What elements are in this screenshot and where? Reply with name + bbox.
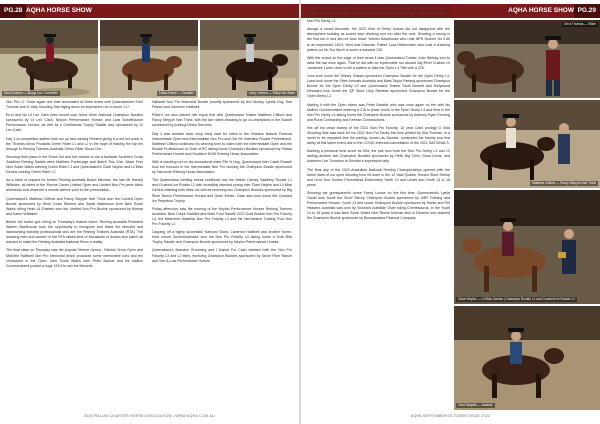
photo-caption-2: Leisa Frame — Zzzaster [159,91,194,95]
paragraph: Halliwell Non Pro Memorial Buckle proudly sponsored by Avil Money, Lynda Guy, Sue Franks and Cameron Halliwell. [152,100,292,110]
paragraph: Queensland's Brandon Grooming and I Dance For Cash claimed both the Non Pro Futurity L3 and L2 titles, receiving Champion Buckles sponsored by Stone River Ranch and Tarr-A-Low Performance Horses. [152,248,292,263]
photo-caption-4: Errol Thomas — Rider [564,22,596,26]
paragraph: Capping off a highly successful National Show, Cameron Halliwell and another home-bred mount Gunnmetalmaze won the Non Pro Futurity L4 taking home a Trulli Bird Trophy Saddle and Champion Buckle sponsored by Neylon Performance Horses. [152,230,292,245]
left-page [0,0,299,424]
paragraph: Non Pro L2 `Once again one rider dominated all three levels with Queenslander Errol Thomas and G Vida Shooting Star laying down an impressive run to score 217. [6,100,143,110]
paragraph: Queensland's Matthew Clifford and Fancy Steppin Hart Think won the Limited Open Buckle sponsored by West Coast Reiners and Sarah Mattenson from New South Wales riding Hesh Lil Einstein won the Limited Non Pro Buckle sponsored by Murray and Karen Whitaker. [6,196,143,216]
right-text-column-1 [307,4,450,224]
photo-caption-7: Todd Simpkin — Awards [458,403,493,407]
right-page [301,0,600,424]
paragraph: As a mark of respect for former Reining Australia Board Member, the late Mr Harvey Wiltshire, all riders in the Xtreme Canes Limited Open and Limited Non Pro wore black armbands and observed a minute silence prior to the presentation. [6,178,143,193]
photo-caption-5: Matthew Clifford — Fancy Steppin Hart Think [532,181,596,185]
paragraph: With the crowd on the edge of their seats it was Queensland Trainer John Welsby turn to raise the bar once again. That he did with an impeccable run aboard Big River Custom Lil Jamboree Lamb Lever to tell a pattern to take the Open L4 Title with a 225. [307,55,450,70]
paragraph: Marking a personal best score for Ella, the pair won both the Non Pro Derby L3 and L2 adding another two Champion Buckles sponsored by Hello Big Chex, Dorsi Lewis, and Adrienne Lee Thomson to Shooter's impressive tally. [307,149,450,164]
paragraph: Friday afternoon saw the running of the Neylon Performance Horses Reining Trainers Australia, Blue Creek Saddles and Mark Ford Saddle 2022 Gold Buckle Non Pro Futurity L4, the Maximum Metallics Non Pro Futurity L3 and the Hermanson Trading Post Non Pro Futurity L2. [152,206,292,226]
left-text-column-2 [152,100,292,267]
left-footer: AUSTRALIAN QUARTER HORSE ASSOCIATION • WWW.AQHA.COM.AU [84,414,215,418]
photo-caption-1: Gina Dobson — Mulga Dun Cartdrifter [4,91,59,95]
left-text-column-1 [6,100,143,272]
paragraph: Friday night's feature event was the Australian Quarter Horse Association Open Derby L4, QP Stunt Libry Reelstar Open Derby L3, Dixon Saddlery Open Derby L2, Western Little Step Non Pro Derby L4, Hello Big Chex Non Pro Derby L3 and the Shaws Packed Reiners Non Pro Derby L2. [307,4,450,24]
left-magazine-title: AQHA HORSE SHOW [26,7,92,14]
photo-rider-portrait-2 [454,100,600,188]
paragraph: John took home the Shiney Outlaw sponsored Champion Buckle for the Open Derby L4, Lana took home the Fibre Animals Australia and Mark Taylor Reining sponsored Champion Buckle for the Open Derby L3 and Queensland Trainer Scott Barnett and Hollywood Meoward took home the QP Stunt Libry Reelstar sponsored Champion Buckle for the Open Derby L2. [307,74,450,99]
left-header-bar [0,4,299,18]
photo-caption-3: Larry Lehnen — Shiny Nic Wave [248,91,295,95]
photo-caption-6: Clare Neylon — Lil Miss Genius | Champion Rookie L1 and Crushed Ice Rookie L2 [458,297,575,301]
paragraph: Peter's run also placed him equal first with Queensland Trainer Matthew Clifford and Fancy Steppin Hart Think, with the two riders deciding to go co-champions in the Buckle sponsored by Ironbog Derby Services. [152,113,292,128]
paragraph: Always a crowd favourite, the 2022 field of Derby horses did not disappoint with the atmosphere building as scores kept climbing one run after the next. Showing a strong in the first run in and did not slow down, Warren Backhouse who rode NPH Gunner No it All to an impressive 218.5. Next was Victorian Trainer Lara Heldermann who rode a cracking pattern on No Too Much to score a massive 220. [307,27,450,52]
photo-rider-presentation [454,190,600,304]
right-footer: AQHA SEPTEMBER/OCTOBER ISSUE 2022 [410,414,491,418]
paragraph: Day 4 was another clear crisp early start for riders in the Outback Natural Formula Intermediate Open and Intermediate Non Pro and Oar Mr Valentine Rookie Professional. Matthew Clifford continued his winning form to claim both the Intermediate Open and the Rookie Professional on Sure of RC taking home Champion Buckles sponsored by Shaws Performance Horses and Southern NSW Reining Horse Association. [152,131,292,156]
photo-rider-portrait-1 [454,20,600,98]
right-magazine-title: AQHA HORSE SHOW [508,7,574,14]
paragraph: With a cracking run on his sensational mare Flirt N Hug, Queensland rider Caleb Russell took the honours in the Intermediate Non Pro winning the Champion Buckle sponsored by Tamworth Reining Horse Association. [152,160,292,175]
paragraph: The Queensland winning streak continued into the Marsh Carney Saddlery Rookie L1 and Crushed Ice Rookie L2 with incredibly talented young rider Clare Neylon and Lil Miss Genius claiming both titles. As well as receiving two Champion Buckles sponsored by Big River Ranch Performance Horses and Gene Wines, Clare also took home the Crushed Ice Perpetual Trophy. [152,178,292,203]
photo-horse-rider-3 [200,20,299,98]
paragraph: The final class on Thursday was the popular Xtreme Genes - Electric Snow Open and Michelle Halliwell Non Pro Memorial which produced some memorable runs and ten champions in the Open. New South Wales rider Peter Barlow and his stallion Gunnmontized posted a huge 226.5 to win the Michelle [6,248,143,268]
photo-rider-awards [454,306,600,410]
paragraph: Hot off his clean sweep of the 2021 Non Pro Futurity, 14 year Cash prodigy G Vida Shooting Star was back for his 2022 Non Pro Derby this time piloted by Gila Thomas. In a never to be repeated feat the pairing, known as Shooter, contended his futurity and first derby at this same event due to the COVID enforced cancellation of the 2021 NATIONALS. [307,125,450,146]
paragraph: The final day of the 2022 Australian National Reining Championships opened with the future stars of our sport showing how it's done in the 12 Vida Quarter Horses Short Stirrup and Hold Your Horses Promotional Embroidery Youth 13 and Under and Youth 14 to 18 years. [307,167,450,187]
paragraph: Showing her grandparent's horse Fancy Louise for the first time, Queensland's Lyelle Gauld took home the Short Stirrup Champion Buckle sponsored by JMR Training and Performance Horses. Youth 13 and under Champion Buckle sponsored by Horse and Pet Headers Australia was won by Victoria's Adelaide Osler riding Cremesaurus. In the Youth 14 to 18 years it was New South Wales rider Reese Keenan and Lil Einstein who claimed the Champion Buckle sponsored by Boonaandara Pastoral Company. [307,191,450,221]
right-page-number: PG.29 [574,4,600,18]
paragraph: Securing their place in the Shoot Out and the chance to win a fantastic Southern Cross Saddlery Reining Saddle were Matthew Pockendge and Watch This Chic, Wave Fern New South Wales winning Green Rider L1 and Queensland's Clare Neylon and Lil Miss Genius winning Green Rider L2. [6,154,143,175]
paragraph: Errol and his Lil Leo Cash bred mount took home three National Champion Buckles sponsored by Lil Leo Cash, Neylon Performance Horses and Lara Schaffhauser Performance Horses, as well as a Continental Trophy Saddle also sponsored by Lil Leo Cash. [6,113,143,133]
paragraph: Before the action got rolling on Thursday's feature event, Reining Australia President Warren Backhouse took the opportunity to recognise and thank the talented and hardworking industry professionals who are the Reining Trainers Australia (RTA). The amazing men and women of the RTA raised tens of thousands of dollars and paid it all forward to make the Reining Australia National Show a reality. [6,220,143,245]
paragraph: Day 3 of competition started with our up and coming Reiners giving it a red hot crack in the Thomas Amos Products Green Rider L1 and L2 in the hope of making the top ten through to Reining Trainers Australia Green Rider Shoot Out. [6,136,143,151]
photo-horse-rider-2 [100,20,198,98]
photo-horse-rider-1 [0,20,98,98]
paragraph: Making it with the Open riders was Peter Bartalle who was once again on fire with his stallion Gunnmontized marking a 216 to place fourth in the Open Derby L4 and third in the Non Pro Derby L4 taking home the Champion Buckle sponsored by Anthony Ryan Fencing and Rural Contracting and Keenan Constructions. [307,102,450,122]
left-page-number: PG.28 [0,4,26,18]
